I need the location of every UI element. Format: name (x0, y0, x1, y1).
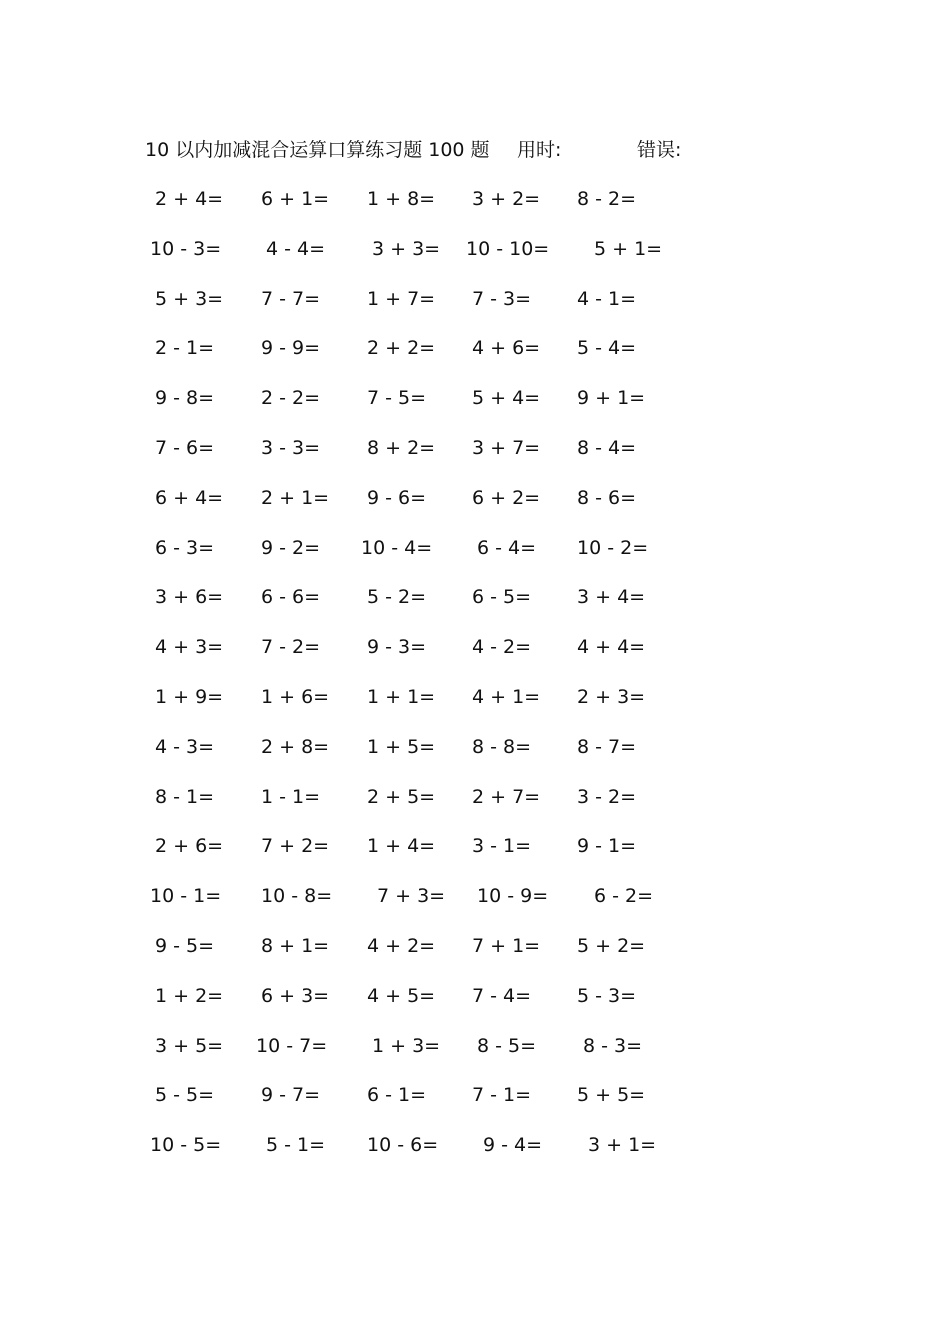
problem-item: 9 - 3= (367, 636, 427, 658)
problem-item: 4 + 4= (577, 636, 646, 658)
worksheet-title: 10 以内加减混合运算口算练习题 100 题 (145, 139, 490, 161)
problem-item: 10 - 6= (367, 1134, 439, 1156)
problem-item: 5 + 2= (577, 935, 646, 957)
problem-item: 2 + 6= (155, 835, 224, 857)
problem-item: 4 + 3= (155, 636, 224, 658)
problem-item: 3 - 3= (261, 437, 321, 459)
problem-item: 9 - 7= (261, 1084, 321, 1106)
problem-item: 4 + 2= (367, 935, 436, 957)
problem-item: 8 - 8= (472, 736, 532, 758)
problem-item: 7 - 3= (472, 288, 532, 310)
problem-item: 3 + 6= (155, 586, 224, 608)
problem-item: 1 - 1= (261, 786, 321, 808)
problem-item: 3 + 3= (372, 238, 441, 260)
problem-item: 7 - 1= (472, 1084, 532, 1106)
problem-item: 6 + 4= (155, 487, 224, 509)
problem-item: 7 - 5= (367, 387, 427, 409)
problem-item: 8 - 4= (577, 437, 637, 459)
problem-item: 5 + 1= (594, 238, 663, 260)
problem-item: 8 + 2= (367, 437, 436, 459)
problem-item: 4 + 1= (472, 686, 541, 708)
problem-item: 6 - 5= (472, 586, 532, 608)
problem-item: 10 - 1= (150, 885, 222, 907)
problem-item: 8 - 2= (577, 188, 637, 210)
problem-item: 2 + 2= (367, 337, 436, 359)
problem-item: 5 - 2= (367, 586, 427, 608)
problem-item: 2 + 7= (472, 786, 541, 808)
problem-item: 1 + 4= (367, 835, 436, 857)
problem-item: 4 - 4= (266, 238, 326, 260)
problem-item: 7 + 3= (377, 885, 446, 907)
problem-item: 1 + 7= (367, 288, 436, 310)
problem-item: 10 - 4= (361, 537, 433, 559)
problem-item: 3 + 4= (577, 586, 646, 608)
problem-item: 9 - 4= (483, 1134, 543, 1156)
problem-item: 10 - 2= (577, 537, 649, 559)
problem-item: 10 - 10= (466, 238, 550, 260)
problem-item: 6 - 6= (261, 586, 321, 608)
problem-item: 5 - 3= (577, 985, 637, 1007)
problem-item: 8 - 1= (155, 786, 215, 808)
problem-item: 2 + 8= (261, 736, 330, 758)
problem-item: 5 + 5= (577, 1084, 646, 1106)
problem-item: 7 - 2= (261, 636, 321, 658)
problem-item: 2 + 5= (367, 786, 436, 808)
problem-item: 4 + 5= (367, 985, 436, 1007)
problem-item: 1 + 9= (155, 686, 224, 708)
problem-item: 3 - 1= (472, 835, 532, 857)
problem-item: 2 - 2= (261, 387, 321, 409)
problem-item: 4 - 2= (472, 636, 532, 658)
problem-item: 1 + 8= (367, 188, 436, 210)
problem-item: 6 - 4= (477, 537, 537, 559)
time-label: 用时: (517, 139, 562, 161)
problem-item: 1 + 2= (155, 985, 224, 1007)
problem-item: 3 + 2= (472, 188, 541, 210)
problem-item: 9 - 9= (261, 337, 321, 359)
problem-item: 1 + 5= (367, 736, 436, 758)
problem-item: 5 + 4= (472, 387, 541, 409)
problem-item: 1 + 1= (367, 686, 436, 708)
problem-item: 8 - 6= (577, 487, 637, 509)
problem-item: 6 + 2= (472, 487, 541, 509)
problem-item: 9 + 1= (577, 387, 646, 409)
problem-item: 2 + 4= (155, 188, 224, 210)
problem-item: 4 - 3= (155, 736, 215, 758)
problem-item: 4 + 6= (472, 337, 541, 359)
problem-item: 1 + 6= (261, 686, 330, 708)
problem-item: 5 + 3= (155, 288, 224, 310)
problem-item: 7 - 7= (261, 288, 321, 310)
problem-item: 7 + 2= (261, 835, 330, 857)
problem-item: 7 + 1= (472, 935, 541, 957)
problem-item: 9 - 5= (155, 935, 215, 957)
problem-item: 5 - 4= (577, 337, 637, 359)
problem-item: 3 + 1= (588, 1134, 657, 1156)
problem-item: 9 - 2= (261, 537, 321, 559)
problem-item: 9 - 1= (577, 835, 637, 857)
problem-item: 3 + 5= (155, 1035, 224, 1057)
problem-item: 10 - 5= (150, 1134, 222, 1156)
problem-item: 6 + 3= (261, 985, 330, 1007)
problem-item: 5 - 1= (266, 1134, 326, 1156)
problem-item: 7 - 6= (155, 437, 215, 459)
problem-item: 10 - 7= (256, 1035, 328, 1057)
problem-item: 10 - 3= (150, 238, 222, 260)
problem-item: 6 + 1= (261, 188, 330, 210)
problem-item: 1 + 3= (372, 1035, 441, 1057)
problem-item: 8 - 7= (577, 736, 637, 758)
problem-item: 9 - 8= (155, 387, 215, 409)
problem-item: 6 - 1= (367, 1084, 427, 1106)
problem-item: 8 - 5= (477, 1035, 537, 1057)
problem-item: 2 + 1= (261, 487, 330, 509)
problem-item: 3 - 2= (577, 786, 637, 808)
problem-item: 2 + 3= (577, 686, 646, 708)
errors-label: 错误: (637, 139, 682, 161)
problem-item: 6 - 3= (155, 537, 215, 559)
problem-item: 7 - 4= (472, 985, 532, 1007)
problem-item: 8 + 1= (261, 935, 330, 957)
problem-item: 9 - 6= (367, 487, 427, 509)
problem-item: 2 - 1= (155, 337, 215, 359)
problem-item: 8 - 3= (583, 1035, 643, 1057)
problem-item: 6 - 2= (594, 885, 654, 907)
problem-item: 4 - 1= (577, 288, 637, 310)
problem-item: 3 + 7= (472, 437, 541, 459)
problem-item: 10 - 9= (477, 885, 549, 907)
problem-item: 5 - 5= (155, 1084, 215, 1106)
problem-item: 10 - 8= (261, 885, 333, 907)
